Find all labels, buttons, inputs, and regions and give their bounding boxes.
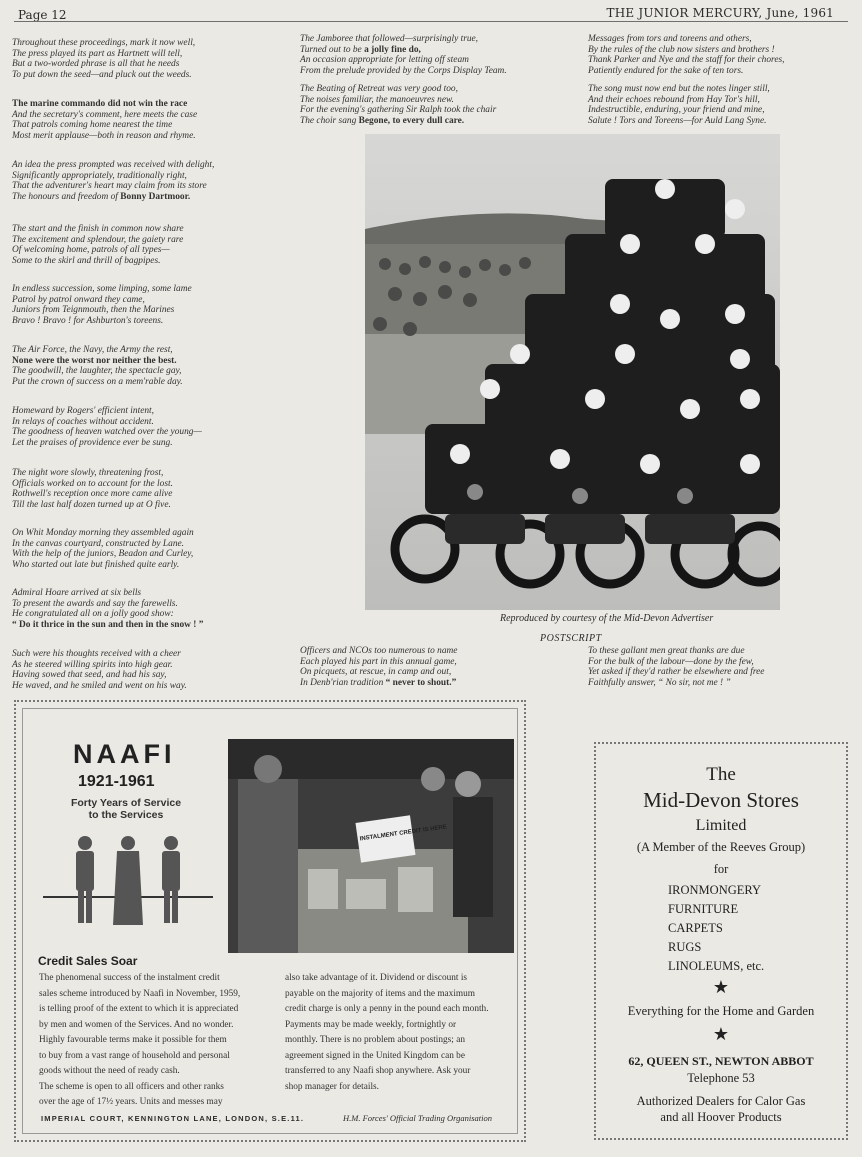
- mds-dealer-line-2: and all Hoover Products: [660, 1110, 782, 1124]
- mds-slogan: Everything for the Home and Garden: [627, 1004, 815, 1018]
- poem-line: Rothwell's reception once more came alive: [12, 489, 173, 500]
- poem-line: Faithfully answer, “ No sir, not me ! ”: [588, 677, 731, 688]
- poem-line: The goodwill, the laughter, the spectacle gay,: [12, 366, 182, 377]
- photo-illustration: [365, 134, 780, 610]
- naafi-body-left: [39, 971, 283, 1111]
- postscript-right-stanza: [588, 646, 764, 688]
- poem-col3-stanza-1: [588, 34, 785, 76]
- naafi-body-line: Highly favourable terms make it possible for them: [39, 1035, 227, 1045]
- poem-line: But a two-worded phrase is all that he needs: [12, 59, 180, 70]
- poem-col3-stanza-2: [588, 84, 770, 126]
- poem-stanza-5: [12, 284, 192, 326]
- poem-line: Patiently endured for the sake of ten tors.: [588, 65, 744, 76]
- naafi-footer-tagline: H.M. Forces' Official Trading Organisation: [343, 1113, 492, 1123]
- poem-line: [300, 45, 507, 56]
- naafi-body-line: to buy from a vast range of household and personal: [39, 1050, 230, 1061]
- naafi-body-line: by men and women of the Services. And no wonder.: [39, 1019, 234, 1030]
- naafi-body-line: also take advantage of it. Dividend or discount is: [285, 973, 468, 983]
- naafi-shop-photo: [228, 739, 514, 953]
- poem-line: Having sowed that seed, and had his say,: [12, 670, 167, 681]
- poem-stanza-4: [12, 224, 184, 266]
- poem-line: The excitement and splendour, the gaiety rare: [12, 234, 184, 245]
- poem-line: Patrol by patrol onward they came,: [12, 294, 145, 305]
- poem-text-bold: Bonny Dartmoor.: [120, 191, 191, 202]
- poem-line: On picquets, at rescue, in camp and out,: [300, 667, 452, 678]
- poem-line: Juniors from Teignmouth, then the Marines: [12, 305, 175, 316]
- naafi-body-line: goods without the need of ready cash.: [39, 1066, 180, 1076]
- poem-line: To these gallant men great thanks are due: [588, 646, 745, 656]
- naafi-body-line: payable on the majority of items and the maximum: [285, 988, 476, 999]
- poem-line: Such were his thoughts received with a cheer: [12, 649, 181, 659]
- naafi-tagline-line: to the Services: [88, 809, 164, 821]
- poem-line: Officers and NCOs too numerous to name: [300, 646, 458, 656]
- naafi-body-line: agreement signed in the United Kingdom can be: [285, 1050, 465, 1061]
- poem-stanza-1: [12, 38, 195, 80]
- mds-limited: Limited: [695, 817, 747, 834]
- naafi-brand: NAAFI: [73, 739, 176, 769]
- naafi-body-line: Payments may be made weekly, fortnightly or: [285, 1019, 457, 1030]
- poem-line: Significantly appropriately, traditionally right,: [12, 170, 187, 181]
- mds-the: The: [706, 764, 736, 785]
- mds-name: Mid-Devon Stores: [643, 788, 799, 812]
- poem-line: The noises familiar, the manoeuvres new.: [300, 94, 454, 105]
- poem-line: Some to the skirl and thrill of bagpipes.: [12, 255, 161, 266]
- poem-line: Each played his part in this annual game,: [300, 656, 457, 667]
- poem-line: From the prelude provided by the Corps Display Team.: [300, 65, 507, 76]
- poem-line: For the evening's gathering Sir Ralph took the chair: [300, 105, 497, 116]
- poem-text: The choir sang: [300, 115, 359, 126]
- poem-line: [300, 116, 496, 127]
- mds-product: CARPETS: [668, 921, 723, 935]
- poem-stanza-11: [12, 649, 187, 691]
- poem-line: Messages from tors and toreens and others,: [588, 34, 752, 44]
- mid-devon-stores-advertisement: [594, 742, 848, 1140]
- poem-line: Bravo ! Bravo ! for Ashburton's toreens.: [12, 315, 164, 326]
- naafi-body-line: credit charge is only a penny in the pound each month.: [285, 1004, 489, 1014]
- poem-line: The Jamboree that followed—surprisingly true,: [300, 34, 479, 44]
- poem-line: That the adventurer's heart may claim from its store: [12, 181, 207, 192]
- poem-line: He congratulated all on a jolly good show:: [12, 609, 174, 620]
- poem-line: Most merit applause—both in reason and rhyme.: [12, 130, 196, 141]
- poem-line: The Beating of Retreat was very good too,: [300, 84, 458, 94]
- poem-line: Who started out late but finished quite early.: [12, 559, 180, 570]
- poem-line: The press played its part as Hartnett will tell,: [12, 48, 183, 59]
- naafi-body-right: [285, 971, 517, 1095]
- poem-text-bold: a jolly fine do,: [364, 44, 421, 55]
- postscript-left-stanza: [300, 646, 457, 688]
- poem-stanza-9: [12, 528, 194, 570]
- naafi-advertisement: [14, 700, 526, 1142]
- poem-line: In relays of coaches without accident.: [12, 416, 154, 427]
- naafi-address: IMPERIAL COURT, KENNINGTON LANE, LONDON, S.E.11.: [41, 1114, 305, 1123]
- mds-member: (A Member of the Reeves Group): [636, 840, 806, 854]
- servicemen-illustration: [43, 827, 213, 937]
- poem-line: As he steered willing spirits into high gear.: [12, 659, 173, 670]
- poem-line: The goodness of heaven watched over the young—: [12, 427, 202, 438]
- poem-text: Turned out to be: [300, 44, 365, 55]
- poem-line: An occasion appropriate for letting off steam: [300, 55, 469, 66]
- poem-stanza-3: [12, 160, 214, 202]
- poem-line: Let the praises of providence ever be sung.: [12, 437, 173, 448]
- poem-line: And the secretary's comment, here meets the case: [12, 109, 198, 120]
- poem-line: Admiral Hoare arrived at six bells: [12, 588, 142, 598]
- photo-caption: Reproduced by courtesy of the Mid-Devon Advertiser: [500, 613, 714, 624]
- poem-stanza-10: [12, 588, 203, 630]
- poem-line: Yet asked if they'd rather be elsewhere and free: [588, 667, 765, 678]
- naafi-body-line: The phenomenal success of the instalment credit: [39, 973, 220, 983]
- poem-line: In the canvas courtyard, constructed by Lane.: [12, 538, 185, 549]
- poem-line: He waved, and he smiled and went on his way.: [12, 680, 187, 691]
- poem-line: Throughout these proceedings, mark it now well,: [12, 38, 196, 48]
- poem-line: To put down the seed—and pluck out the weeds.: [12, 69, 192, 80]
- mds-dealer-line-1: Authorized Dealers for Calor Gas: [636, 1094, 806, 1108]
- mds-phone: Telephone 53: [687, 1071, 755, 1085]
- poem-col2-stanza-1: [300, 34, 507, 76]
- postscript-heading: POSTSCRIPT: [540, 633, 602, 644]
- poem-stanza-8: [12, 468, 173, 510]
- naafi-years: 1921-1961: [78, 773, 155, 790]
- poem-line: The night wore slowly, threatening frost,: [12, 468, 164, 478]
- poem-line: By the rules of the club now sisters and brothers !: [588, 44, 775, 55]
- naafi-body-line: monthly. There is no problem about postings; an: [285, 1035, 465, 1045]
- mds-address: 62, QUEEN ST., NEWTON ABBOT: [628, 1054, 814, 1068]
- poem-line: Till the last half dozen turned up at O five.: [12, 499, 171, 510]
- naafi-body-line: transferred to any Naafi shop anywhere. Ask your: [285, 1066, 471, 1076]
- mds-product: LINOLEUMS, etc.: [668, 959, 765, 973]
- poem-line-bold: The marine commando did not win the race: [12, 99, 188, 109]
- naafi-body-line: shop manager for details.: [285, 1081, 379, 1092]
- poem-line: The song must now end but the notes linger still,: [588, 84, 770, 94]
- poem-line-bold: “ Do it thrice in the sun and then in the snow ! ”: [12, 619, 204, 630]
- poem-line: To present the awards and say the farewells.: [12, 598, 178, 609]
- poem-text: In Denb'rian tradition: [300, 677, 386, 688]
- motorcycle-team-photo: [365, 134, 780, 610]
- poem-line: Of welcoming home, patrols of all types—: [12, 245, 170, 256]
- poem-line: On Whit Monday morning they assembled again: [12, 528, 194, 538]
- masthead: THE JUNIOR MERCURY, June, 1961: [606, 6, 834, 20]
- poem-stanza-6: [12, 345, 183, 387]
- header-rule: [14, 21, 848, 22]
- naafi-body-line: The scheme is open to all officers and other ranks: [39, 1081, 224, 1092]
- naafi-heading: Credit Sales Soar: [38, 954, 138, 968]
- poem-line: Salute ! Tors and Toreens—for Auld Lang Syne.: [588, 115, 767, 126]
- poem-line: Officials worked on to account for the lost.: [12, 478, 173, 489]
- poem-line-bold: None were the worst nor neither the best.: [12, 355, 177, 366]
- naafi-ad-frame: [22, 708, 518, 1134]
- poem-line: That patrols coming home nearest the time: [12, 120, 173, 131]
- poem-line: [12, 192, 214, 203]
- page-number: Page 12: [18, 8, 67, 22]
- mds-product-list: [668, 881, 764, 976]
- mds-product: FURNITURE: [668, 902, 739, 916]
- naafi-body-line: sales scheme introduced by Naafi in November, 1959,: [39, 988, 241, 999]
- poem-text-bold: Begone, to every dull care.: [358, 115, 465, 126]
- poem-text-bold: “ never to shout.”: [385, 677, 457, 688]
- poem-line: Homeward by Rogers' efficient intent,: [12, 406, 154, 416]
- poem-col2-stanza-2: [300, 84, 496, 126]
- poem-line: Indestructible, enduring, your friend and mine,: [588, 105, 765, 116]
- naafi-body-line: is telling proof of the extent to which it is appreciated: [39, 1004, 239, 1014]
- star-icon: ★: [712, 1024, 730, 1044]
- poem-line: Put the crown of success on a mem'rable day.: [12, 376, 183, 387]
- poem-stanza-2: [12, 99, 197, 141]
- poem-line: And their echoes rebound from Hay Tor's hill,: [588, 94, 760, 105]
- poem-line: An idea the press prompted was received with delight,: [12, 160, 215, 170]
- poem-line: With the help of the juniors, Beadon and Curley,: [12, 549, 194, 560]
- poem-text: The honours and freedom of: [12, 191, 121, 202]
- mds-for: for: [713, 862, 729, 876]
- mds-product: RUGS: [668, 940, 702, 954]
- poem-line: The Air Force, the Navy, the Army the rest,: [12, 345, 173, 355]
- poem-line: In endless succession, some limping, some lame: [12, 284, 192, 294]
- poem-line: The start and the finish in common now share: [12, 224, 184, 234]
- instalment-sign-text: INSTALMENT CREDIT IS HERE: [359, 824, 448, 843]
- naafi-body-line: over the age of 17½ years. Units and messes may: [39, 1097, 223, 1107]
- naafi-tagline: [61, 797, 191, 821]
- naafi-tagline-line: Forty Years of Service: [70, 797, 182, 809]
- mds-product: IRONMONGERY: [668, 883, 762, 897]
- star-icon: ★: [712, 977, 730, 997]
- poem-line: For the bulk of the labour—done by the few,: [588, 656, 754, 667]
- poem-line: [300, 678, 457, 689]
- naafi-photo-illustration: [228, 739, 514, 953]
- poem-stanza-7: [12, 406, 202, 448]
- poem-line: Thank Parker and Nye and the staff for their chores,: [588, 55, 785, 66]
